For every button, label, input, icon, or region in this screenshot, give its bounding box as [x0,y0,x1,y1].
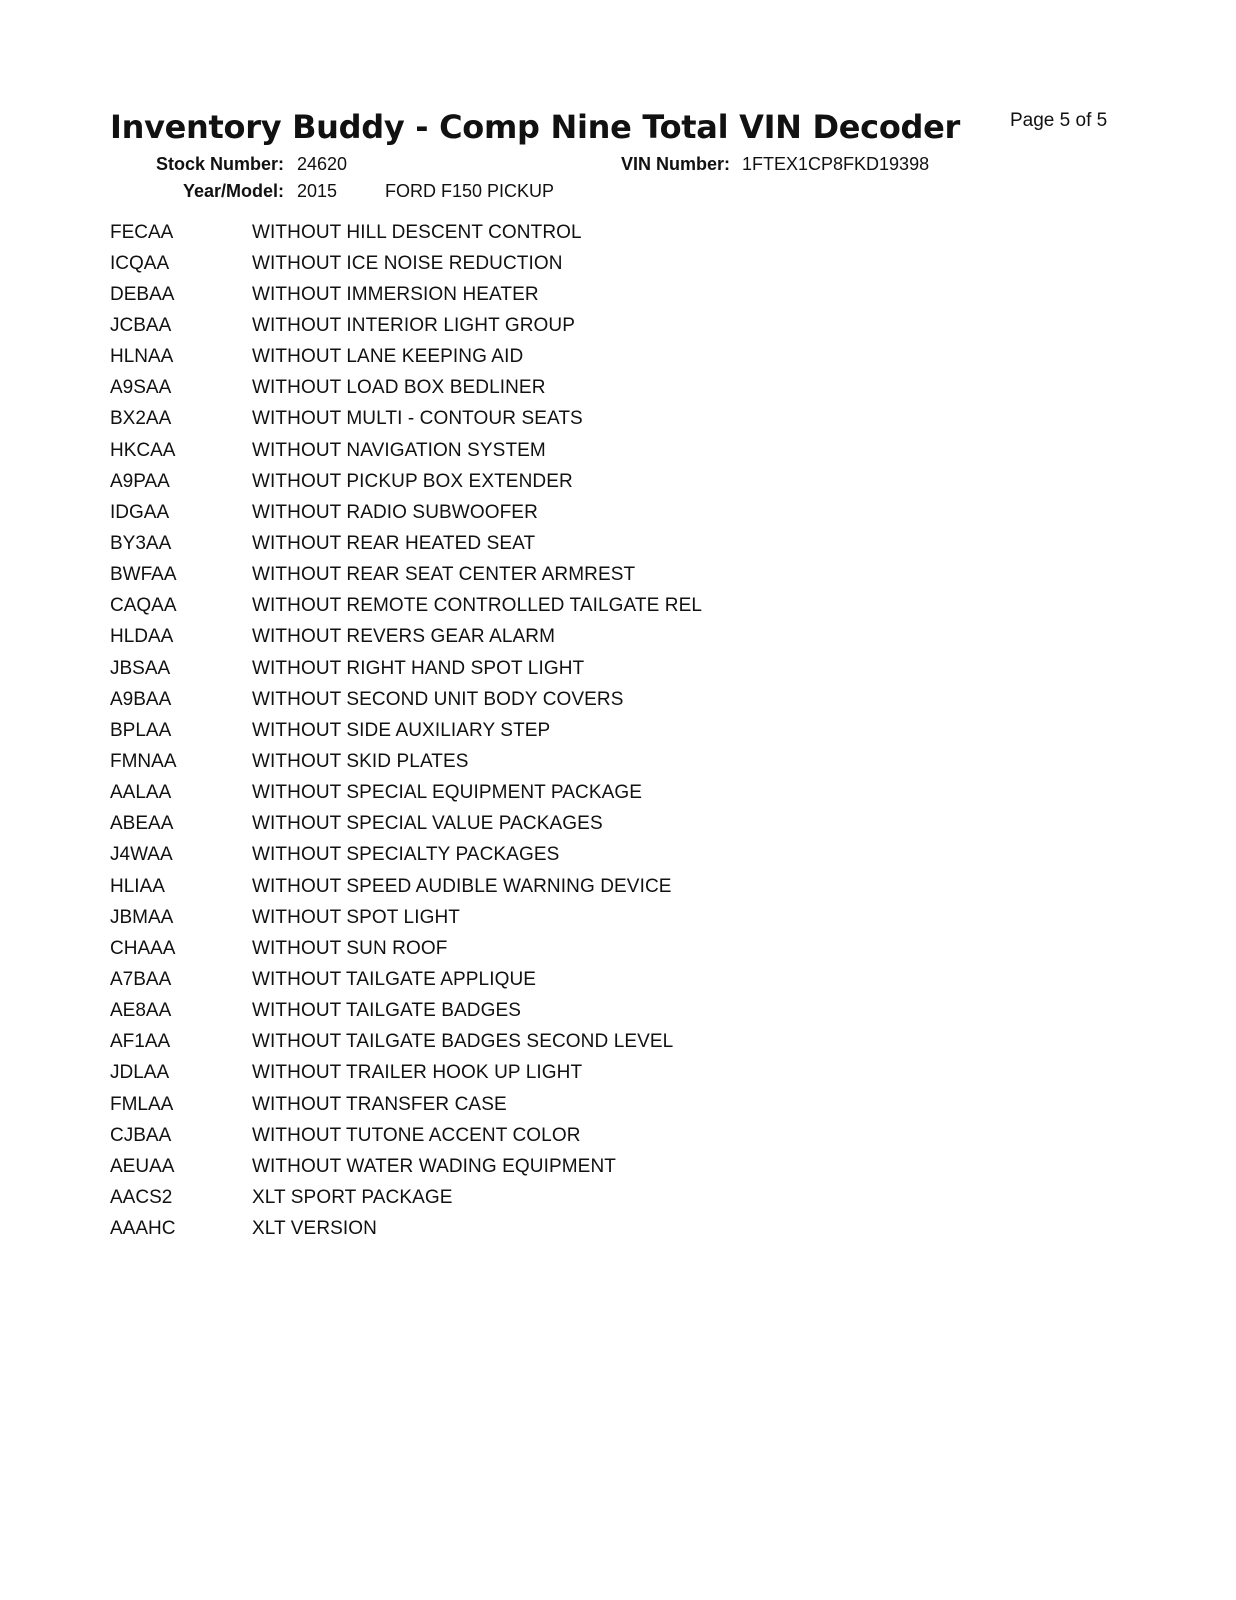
option-description: WITHOUT TAILGATE BADGES [252,1000,522,1022]
option-description: WITHOUT ICE NOISE REDUCTION [252,252,563,274]
option-row [110,342,702,373]
option-description: WITHOUT HILL DESCENT CONTROL [252,221,582,243]
option-description: WITHOUT TAILGATE BADGES SECOND LEVEL [252,1031,674,1053]
option-code: FMLAA [110,1093,174,1115]
option-description: WITHOUT WATER WADING EQUIPMENT [252,1155,616,1177]
option-description: WITHOUT SECOND UNIT BODY COVERS [252,688,624,710]
option-description: WITHOUT REVERS GEAR ALARM [252,626,556,648]
option-row [110,746,702,777]
option-row [110,310,702,341]
option-description: XLT VERSION [252,1218,377,1240]
option-code: A9BAA [110,688,172,710]
option-code: BPLAA [110,719,172,741]
option-description: WITHOUT PICKUP BOX EXTENDER [252,470,573,492]
option-code: A9SAA [110,377,172,399]
option-row [110,1182,702,1213]
option-row [110,684,702,715]
option-code: ICQAA [110,252,170,274]
option-code: AE8AA [110,1000,172,1022]
page-indicator: Page 5 of 5 [1010,110,1108,131]
option-row [110,1120,702,1151]
option-description: WITHOUT REAR HEATED SEAT [252,532,536,554]
option-code: HLDAA [110,626,174,648]
option-description: WITHOUT SPOT LIGHT [252,906,460,928]
option-row [110,279,702,310]
document-title: Inventory Buddy - Comp Nine Total VIN Decoder [110,108,961,146]
option-row [110,715,702,746]
option-code: BWFAA [110,564,177,586]
option-row [110,840,702,871]
option-code: JCBAA [110,314,172,336]
option-row [110,1027,702,1058]
option-row [110,373,702,404]
option-row [110,1058,702,1089]
vin-number-label: VIN Number: [620,154,730,174]
option-description: WITHOUT REAR SEAT CENTER ARMREST [252,564,636,586]
option-description: WITHOUT NAVIGATION SYSTEM [252,439,546,461]
option-code: AALAA [110,782,172,804]
option-row [110,964,702,995]
option-code: CJBAA [110,1124,172,1146]
option-row [110,528,702,559]
option-row [110,871,702,902]
option-description: WITHOUT SKID PLATES [252,750,469,772]
option-row [110,1214,702,1245]
option-code: JDLAA [110,1062,170,1084]
option-description: WITHOUT TRAILER HOOK UP LIGHT [252,1062,583,1084]
option-row [110,591,702,622]
option-row [110,404,702,435]
option-row [110,435,702,466]
option-code: CAQAA [110,595,177,617]
option-code: DEBAA [110,283,175,305]
option-row [110,497,702,528]
option-code: AEUAA [110,1155,175,1177]
option-description: WITHOUT TAILGATE APPLIQUE [252,968,537,990]
option-description: WITHOUT SPECIAL VALUE PACKAGES [252,813,603,835]
option-row [110,466,702,497]
option-code: A9PAA [110,470,170,492]
option-code: J4WAA [110,844,173,866]
year-model-label: Year/Model: [182,181,284,201]
option-row [110,933,702,964]
option-code: BY3AA [110,532,172,554]
option-code: JBSAA [110,657,171,679]
option-code: BX2AA [110,408,172,430]
option-description: WITHOUT SIDE AUXILIARY STEP [252,719,551,741]
option-code: IDGAA [110,501,170,523]
option-description: WITHOUT LOAD BOX BEDLINER [252,377,546,399]
option-code: CHAAA [110,937,176,959]
option-code-list [110,217,702,1245]
vin-number-value: 1FTEX1CP8FKD19398 [742,154,930,174]
option-row [110,996,702,1027]
stock-number-label: Stock Number: [155,154,284,174]
option-description: WITHOUT IMMERSION HEATER [252,283,539,305]
option-row [110,1089,702,1120]
option-row [110,217,702,248]
option-row [110,809,702,840]
option-code: HKCAA [110,439,176,461]
option-code: A7BAA [110,968,172,990]
option-code: AACS2 [110,1186,173,1208]
stock-number-value: 24620 [297,154,348,174]
option-code: ABEAA [110,813,174,835]
option-code: AAAHC [110,1218,176,1240]
option-description: WITHOUT TRANSFER CASE [252,1093,507,1115]
option-code: AF1AA [110,1031,171,1053]
option-row [110,1151,702,1182]
option-row [110,622,702,653]
option-description: WITHOUT SPEED AUDIBLE WARNING DEVICE [252,875,672,897]
year-value: 2015 [297,181,338,201]
option-code: HLIAA [110,875,165,897]
option-description: XLT SPORT PACKAGE [252,1186,453,1208]
option-row [110,560,702,591]
option-code: HLNAA [110,346,174,368]
option-code: JBMAA [110,906,174,928]
option-description: WITHOUT SPECIAL EQUIPMENT PACKAGE [252,782,643,804]
option-description: WITHOUT INTERIOR LIGHT GROUP [252,314,575,336]
option-description: WITHOUT TUTONE ACCENT COLOR [252,1124,581,1146]
option-description: WITHOUT MULTI - CONTOUR SEATS [252,408,583,430]
option-description: WITHOUT RADIO SUBWOOFER [252,501,538,523]
option-description: WITHOUT SPECIALTY PACKAGES [252,844,560,866]
option-row [110,248,702,279]
option-description: WITHOUT LANE KEEPING AID [252,346,524,368]
option-description: WITHOUT RIGHT HAND SPOT LIGHT [252,657,585,679]
option-row [110,653,702,684]
option-row [110,778,702,809]
option-description: WITHOUT REMOTE CONTROLLED TAILGATE REL [252,595,703,617]
model-value: FORD F150 PICKUP [385,181,555,201]
option-row [110,902,702,933]
option-description: WITHOUT SUN ROOF [252,937,448,959]
option-code: FECAA [110,221,174,243]
option-code: FMNAA [110,750,177,772]
